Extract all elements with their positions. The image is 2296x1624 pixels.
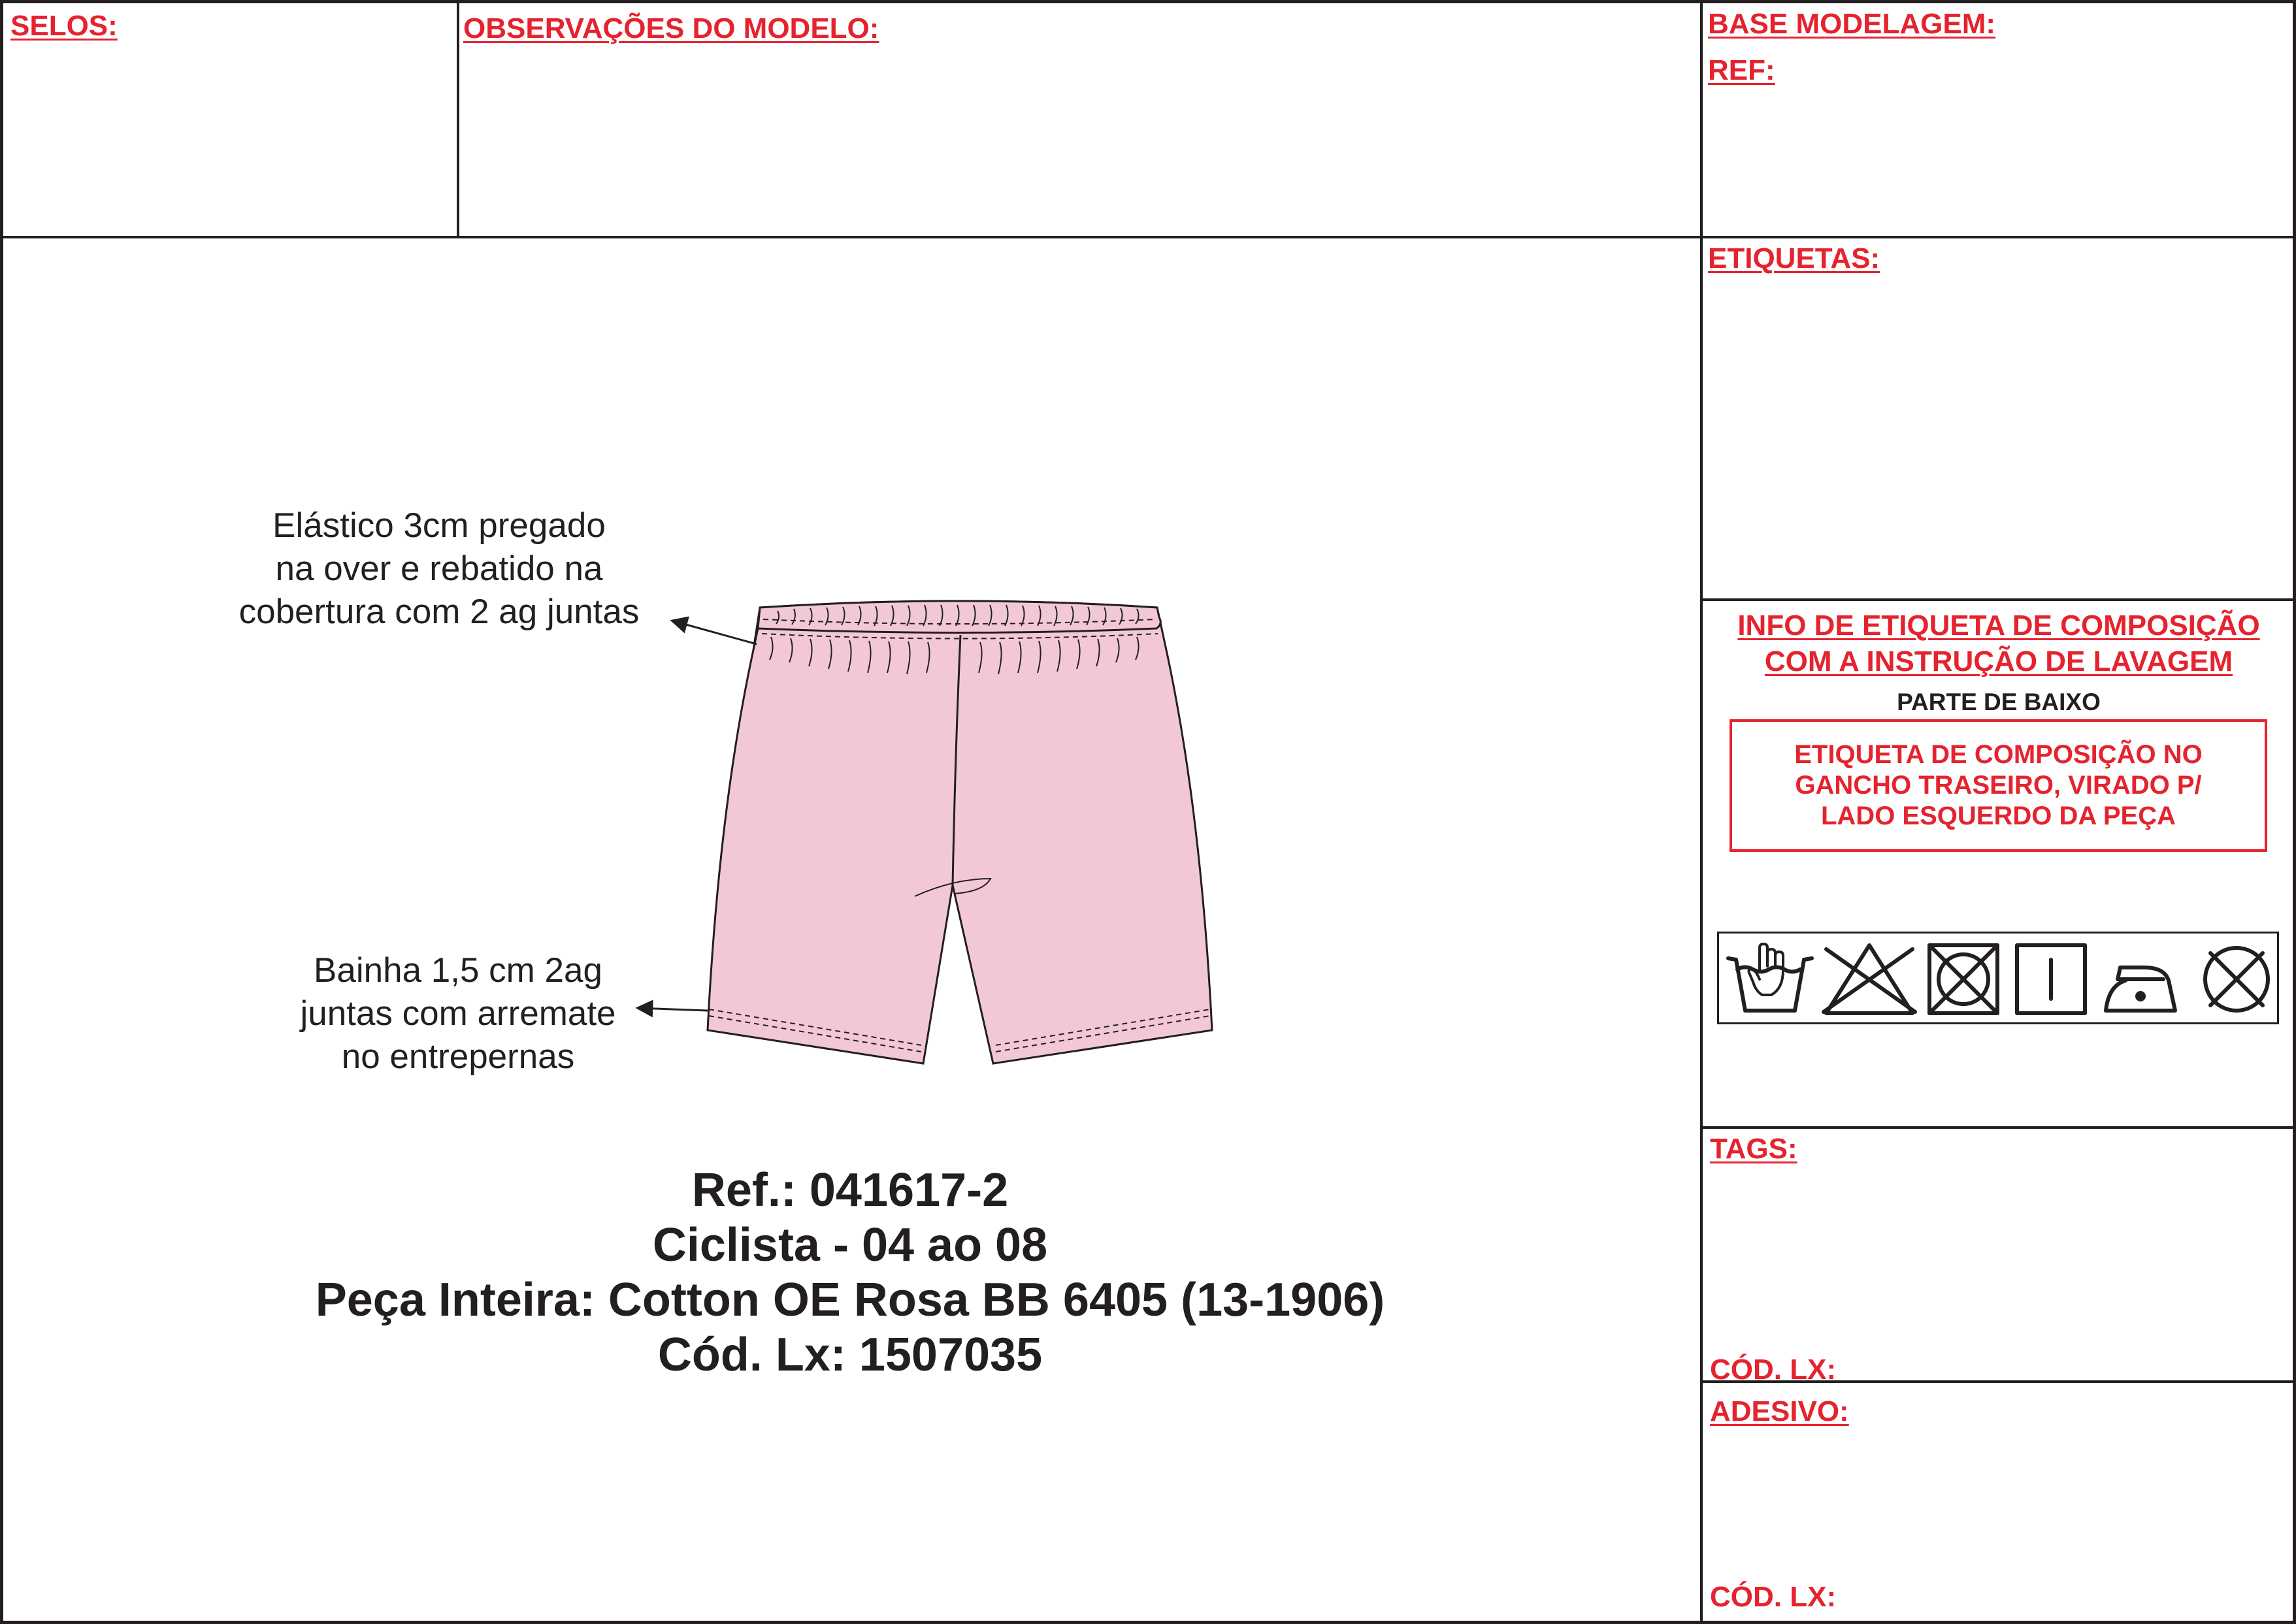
composition-title-line-1: INFO DE ETIQUETA DE COMPOSIÇÃO [1737,609,2260,641]
hem-note-line-3: no entrepernas [341,1037,575,1076]
etiquetas-divider [1701,598,2296,601]
hem-note-line-1: Bainha 1,5 cm 2ag [314,951,602,990]
caption-fabric: Peça Inteira: Cotton OE Rosa BB 6405 (13-1906) [315,1274,1385,1326]
adesivo-heading: ADESIVO: [1710,1395,1849,1427]
observacoes-heading: OBSERVAÇÕES DO MODELO: [463,12,879,44]
selos-heading: SELOS: [10,10,118,42]
hand-wash-icon [1728,944,1812,1011]
frame-bottom [0,1621,2296,1624]
parte-label: PARTE DE BAIXO [1897,689,2101,715]
waist-note-line-2: na over e rebatido na [275,549,603,588]
label-position-line-3: LADO ESQUERDO DA PEÇA [1820,802,2176,830]
tags-cod-label: CÓD. LX: [1710,1354,1837,1386]
product-caption [0,1163,1700,1382]
waist-note-line-3: cobertura com 2 ag juntas [238,593,640,631]
caption-code: Cód. Lx: 1507035 [657,1329,1043,1381]
line-dry-icon [2017,945,2085,1013]
label-position-box [1730,719,2267,852]
do-not-bleach-icon [1824,945,1915,1013]
composition-title-line-2: COM A INSTRUÇÃO DE LAVAGEM [1764,645,2233,677]
composition-divider [1701,1126,2296,1129]
waist-note-line-1: Elástico 3cm pregado [272,506,606,545]
caption-model: Ciclista - 04 ao 08 [652,1219,1048,1271]
do-not-dry-clean-icon [2205,948,2268,1011]
etiquetas-heading: ETIQUETAS: [1708,242,1880,274]
hem-note-line-2: juntas com arremate [300,994,616,1033]
care-symbols-bar [1717,932,2279,1024]
label-position-line-1: ETIQUETA DE COMPOSIÇÃO NO [1794,740,2203,769]
hem-note [210,949,706,1079]
iron-low-icon [2106,967,2175,1011]
tags-heading: TAGS: [1710,1133,1797,1165]
base-modelagem-heading: BASE MODELAGEM: [1708,8,1995,40]
waist-note [191,504,687,634]
ref-heading: REF: [1708,54,1775,86]
composition-title [1703,608,2295,679]
caption-ref: Ref.: 041617-2 [691,1164,1009,1216]
adesivo-cod-label: CÓD. LX: [1710,1581,1837,1613]
shorts-body [708,601,1212,1064]
label-position-line-2: GANCHO TRASEIRO, VIRADO P/ [1795,771,2202,800]
do-not-tumble-dry-icon [1929,945,1997,1013]
